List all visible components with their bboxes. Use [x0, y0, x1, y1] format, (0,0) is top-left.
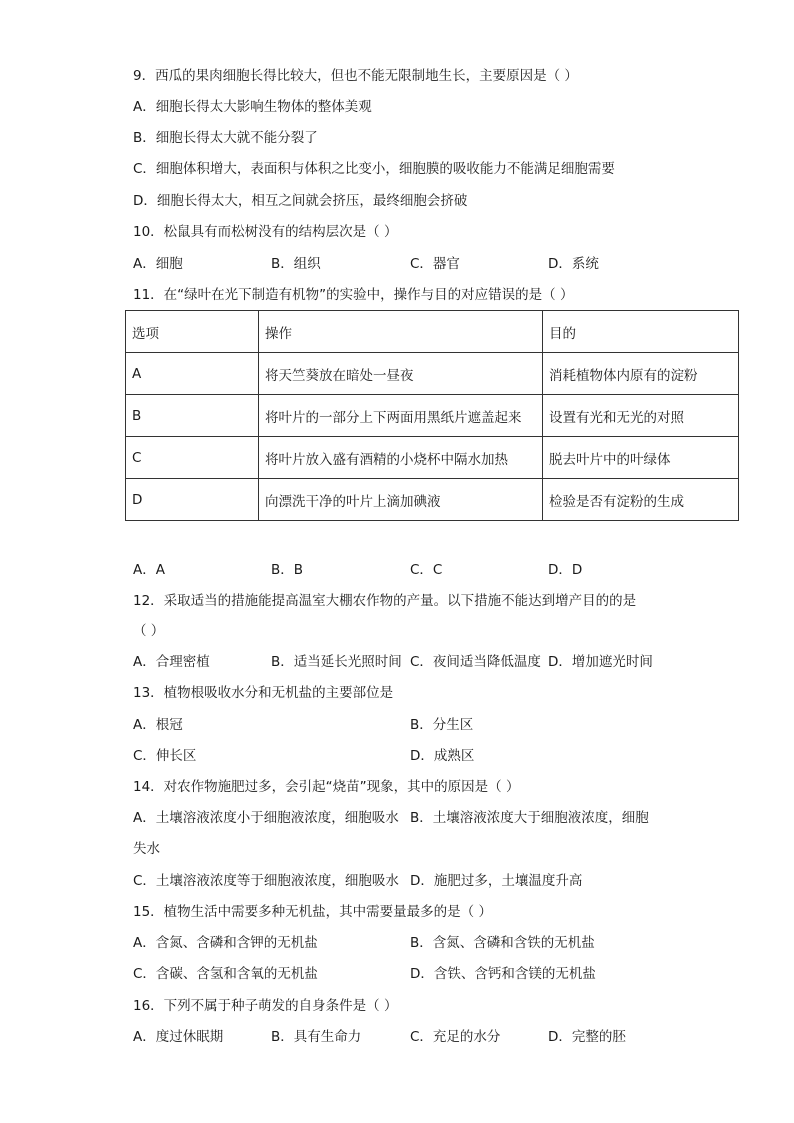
q11-option-a: A．A	[133, 562, 165, 578]
table-header-cell: 目的	[543, 311, 739, 353]
q14-option-c: C．土壤溶液浓度等于细胞液浓度，细胞吸水	[133, 873, 399, 889]
table-cell: B	[126, 395, 259, 437]
q16-option-b: B．具有生命力	[271, 1029, 362, 1045]
q10-option-b: B．组织	[271, 256, 321, 272]
table-cell: 向漂洗干净的叶片上滴加碘液	[259, 479, 543, 521]
table-header-cell: 操作	[259, 311, 543, 353]
table-header-cell: 选项	[126, 311, 259, 353]
q9-option-b: B．细胞长得太大就不能分裂了	[133, 130, 318, 146]
table-header-row	[126, 311, 739, 353]
q11-table	[125, 310, 739, 521]
q12-option-d: D．增加遮光时间	[548, 654, 653, 670]
table-row	[126, 479, 739, 521]
q9-option-c: C．细胞体积增大，表面积与体积之比变小，细胞膜的吸收能力不能满足细胞需要	[133, 161, 615, 177]
q13-option-b: B．分生区	[410, 717, 474, 733]
q14-option-b-cont: 失水	[133, 841, 160, 857]
table-cell: 脱去叶片中的叶绿体	[543, 437, 739, 479]
q9-option-a: A．细胞长得太大影响生物体的整体美观	[133, 99, 372, 115]
q12-stem: 12．采取适当的措施能提高温室大棚农作物的产量。以下措施不能达到增产目的的是	[133, 593, 637, 609]
q12-option-a: A．合理密植	[133, 654, 210, 670]
table-cell: D	[126, 479, 259, 521]
q11-stem: 11．在“绿叶在光下制造有机物”的实验中，操作与目的对应错误的是（ ）	[133, 287, 574, 303]
q10-option-c: C．器官	[410, 256, 460, 272]
q10-option-d: D．系统	[548, 256, 599, 272]
table-row	[126, 353, 739, 395]
q13-option-d: D．成熟区	[410, 748, 475, 764]
q14-option-b: B．土壤溶液浓度大于细胞液浓度，细胞	[410, 810, 649, 826]
q9-option-d: D．细胞长得太大，相互之间就会挤压，最终细胞会挤破	[133, 193, 468, 209]
q12-stem-cont: （ ）	[133, 623, 165, 639]
q14-stem: 14．对农作物施肥过多，会引起“烧苗”现象，其中的原因是（ ）	[133, 779, 520, 795]
table-cell: 将叶片的一部分上下两面用黑纸片遮盖起来	[259, 395, 543, 437]
q15-option-c: C．含碳、含氢和含氧的无机盐	[133, 966, 318, 982]
q16-option-d: D．完整的胚	[548, 1029, 626, 1045]
q11-option-d: D．D	[548, 562, 583, 578]
q12-option-c: C．夜间适当降低温度	[410, 654, 541, 670]
q10-stem: 10．松鼠具有而松树没有的结构层次是（ ）	[133, 224, 398, 240]
table-row	[126, 437, 739, 479]
q12-option-b: B．适当延长光照时间	[271, 654, 402, 670]
q14-option-a: A．土壤溶液浓度小于细胞液浓度，细胞吸水	[133, 810, 399, 826]
table-cell: A	[126, 353, 259, 395]
q16-option-c: C．充足的水分	[410, 1029, 501, 1045]
q15-option-b: B．含氮、含磷和含铁的无机盐	[410, 935, 595, 951]
table-cell: 设置有光和无光的对照	[543, 395, 739, 437]
table-row	[126, 395, 739, 437]
table-cell: 将天竺葵放在暗处一昼夜	[259, 353, 543, 395]
q13-option-a: A．根冠	[133, 717, 183, 733]
q14-option-d: D．施肥过多，土壤温度升高	[410, 873, 583, 889]
q15-option-a: A．含氮、含磷和含钾的无机盐	[133, 935, 318, 951]
q13-stem: 13．植物根吸收水分和无机盐的主要部位是	[133, 685, 394, 701]
table-cell: 将叶片放入盛有酒精的小烧杯中隔水加热	[259, 437, 543, 479]
table-cell: 消耗植物体内原有的淀粉	[543, 353, 739, 395]
q13-option-c: C．伸长区	[133, 748, 197, 764]
table-cell: C	[126, 437, 259, 479]
q15-option-d: D．含铁、含钙和含镁的无机盐	[410, 966, 596, 982]
q11-option-c: C．C	[410, 562, 443, 578]
table-cell: 检验是否有淀粉的生成	[543, 479, 739, 521]
q16-stem: 16．下列不属于种子萌发的自身条件是（ ）	[133, 998, 398, 1014]
q10-option-a: A．细胞	[133, 256, 183, 272]
q16-option-a: A．度过休眠期	[133, 1029, 224, 1045]
q9-stem: 9．西瓜的果肉细胞长得比较大，但也不能无限制地生长，主要原因是（ ）	[133, 68, 578, 84]
q15-stem: 15．植物生活中需要多种无机盐，其中需要量最多的是（ ）	[133, 904, 492, 920]
q11-option-b: B．B	[271, 562, 304, 578]
